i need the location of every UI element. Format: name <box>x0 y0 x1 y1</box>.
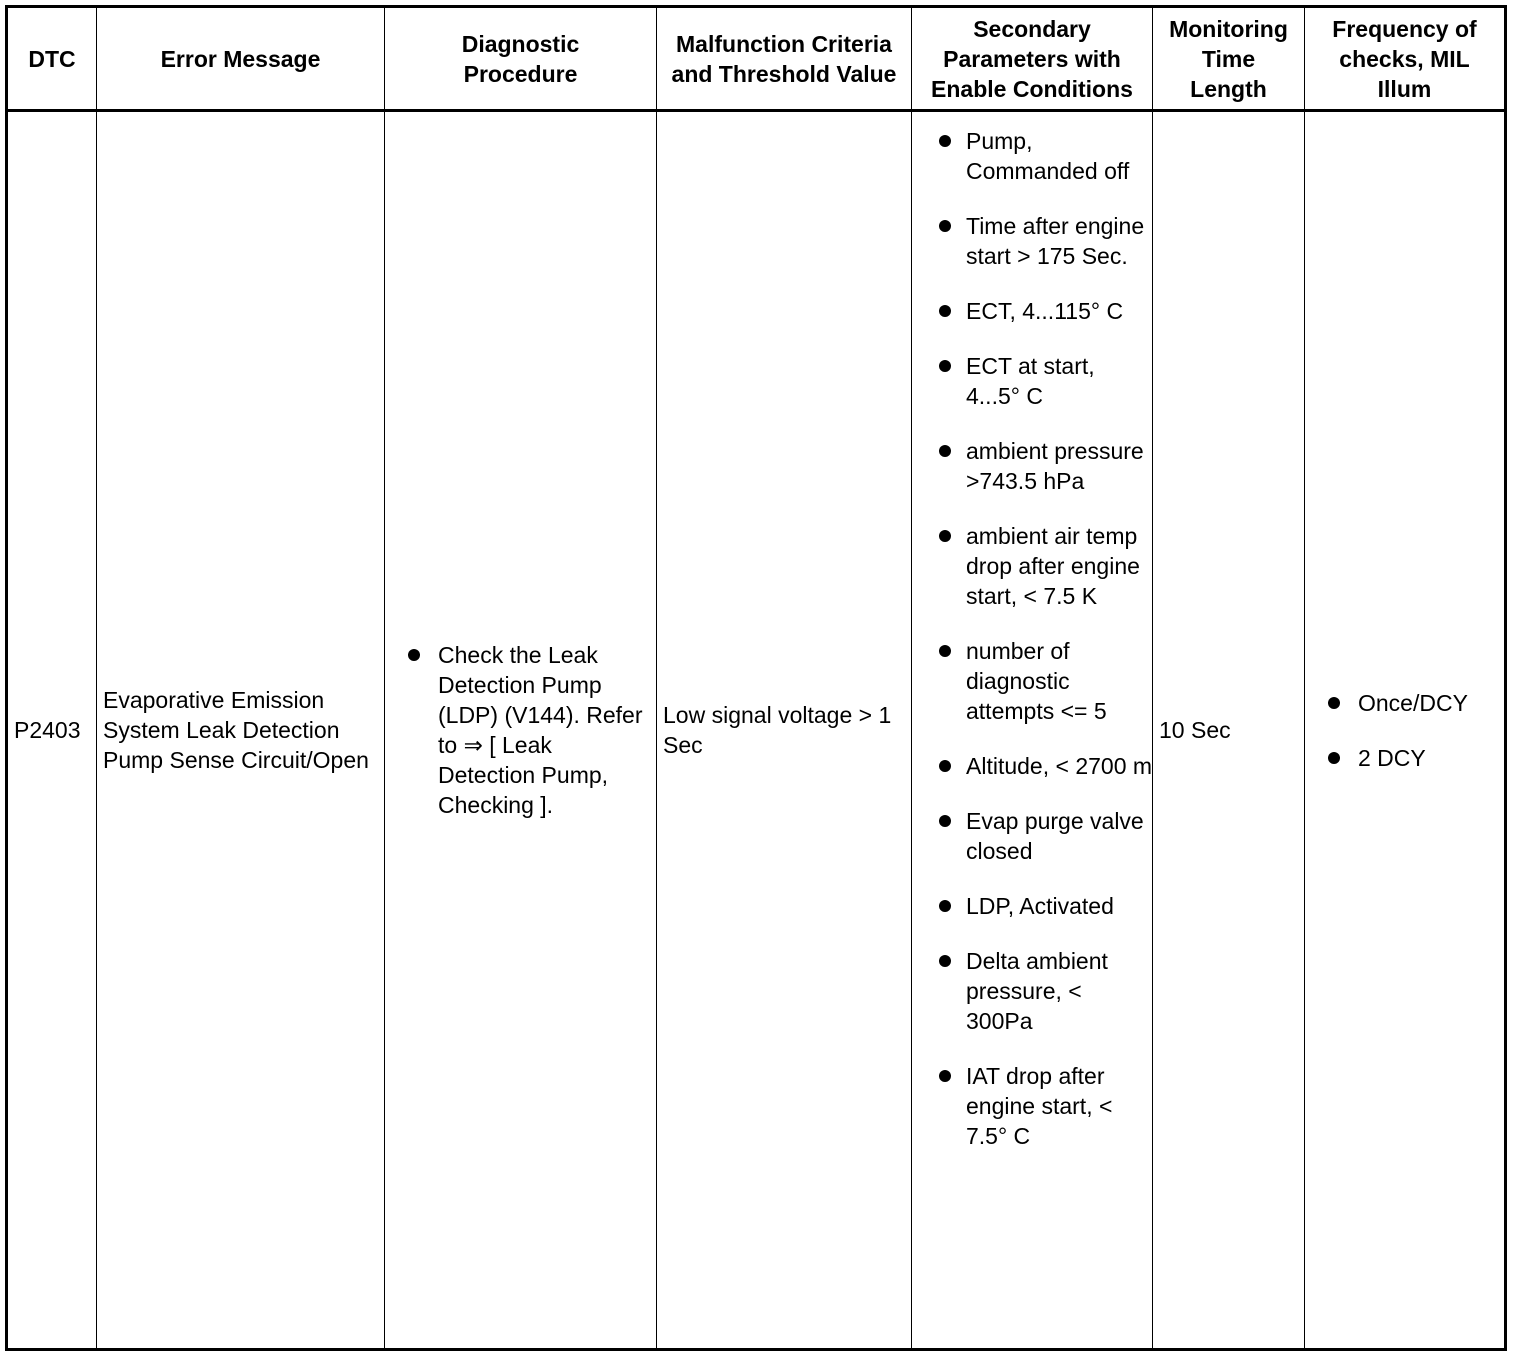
column-divider <box>656 8 657 1348</box>
frequency-value: 2 DCY <box>1358 744 1426 771</box>
bullet-icon <box>939 900 951 912</box>
secondary-parameter: Pump, Commanded off <box>966 128 1130 184</box>
list-item <box>934 211 1154 271</box>
list-item <box>934 296 1154 326</box>
frequency-list <box>1326 688 1468 773</box>
header-secondary-parameters: Secondary Parameters with Enable Conditions <box>931 15 1133 102</box>
list-item <box>934 891 1154 921</box>
diagnostic-procedure-cell <box>406 112 654 1348</box>
list-item <box>1326 743 1468 773</box>
list-item <box>934 751 1154 781</box>
bullet-icon <box>939 1070 951 1082</box>
column-divider <box>1304 8 1305 1348</box>
secondary-parameter: ECT at start, 4...5° C <box>966 353 1095 409</box>
secondary-parameter: ambient air temp drop after engine start, < 7.5 K <box>966 523 1140 609</box>
secondary-parameter: Altitude, < 2700 m <box>966 753 1153 779</box>
bullet-icon <box>939 305 951 317</box>
bullet-icon <box>939 760 951 772</box>
header-malfunction-criteria: Malfunction Criteria and Threshold Value <box>671 30 897 87</box>
secondary-parameter: number of diagnostic attempts <= 5 <box>966 638 1107 724</box>
bullet-icon <box>939 955 951 967</box>
header-frequency: Frequency of checks, MIL Illum <box>1332 15 1477 102</box>
list-item <box>934 521 1154 611</box>
bullet-icon <box>939 645 951 657</box>
frequency-value: Once/DCY <box>1358 689 1468 716</box>
frequency-cell <box>1326 112 1504 1348</box>
secondary-parameter: Evap purge valve closed <box>966 808 1144 864</box>
list-item <box>934 126 1154 186</box>
secondary-parameter: Time after engine start > 175 Sec. <box>966 213 1145 269</box>
diagnostic-procedure-list <box>406 640 654 820</box>
secondary-parameters-cell <box>912 112 1154 1176</box>
bullet-icon <box>939 815 951 827</box>
list-item <box>406 640 654 820</box>
bullet-icon <box>939 135 951 147</box>
bullet-icon <box>1328 697 1340 709</box>
header-dtc: DTC <box>28 45 76 72</box>
header-error-message: Error Message <box>160 45 321 72</box>
list-item <box>934 351 1154 411</box>
secondary-parameters-list <box>934 126 1154 1151</box>
dtc-code: P2403 <box>14 717 81 743</box>
bullet-icon <box>939 530 951 542</box>
dtc-table <box>5 5 1507 1351</box>
list-item <box>934 436 1154 496</box>
diagnostic-procedure-step: Check the Leak Detection Pump (LDP) (V144). Refer to ⇒ [ Leak Detection Pump, Checking ]. <box>438 642 643 818</box>
bullet-icon <box>1328 752 1340 764</box>
secondary-parameter: Delta ambient pressure, < 300Pa <box>966 948 1108 1034</box>
column-divider <box>96 8 97 1348</box>
column-divider <box>384 8 385 1348</box>
error-message: Evaporative Emission System Leak Detection Pump Sense Circuit/Open <box>103 687 369 773</box>
bullet-icon <box>939 445 951 457</box>
list-item <box>934 946 1154 1036</box>
bullet-icon <box>939 220 951 232</box>
secondary-parameter: ECT, 4...115° C <box>966 298 1124 324</box>
list-item <box>934 636 1154 726</box>
list-item <box>934 1061 1154 1151</box>
header-monitoring-time: Monitoring Time Length <box>1169 15 1288 102</box>
header-diagnostic-procedure: Diagnostic Procedure <box>461 30 580 87</box>
secondary-parameter: ambient pressure >743.5 hPa <box>966 438 1144 494</box>
secondary-parameter: IAT drop after engine start, < 7.5° C <box>966 1063 1113 1149</box>
bullet-icon <box>939 360 951 372</box>
malfunction-criteria: Low signal voltage > 1 Sec <box>663 702 892 758</box>
monitoring-time: 10 Sec <box>1159 717 1231 743</box>
secondary-parameter: LDP, Activated <box>966 893 1114 919</box>
list-item <box>934 806 1154 866</box>
list-item <box>1326 688 1468 718</box>
bullet-icon <box>408 649 420 661</box>
